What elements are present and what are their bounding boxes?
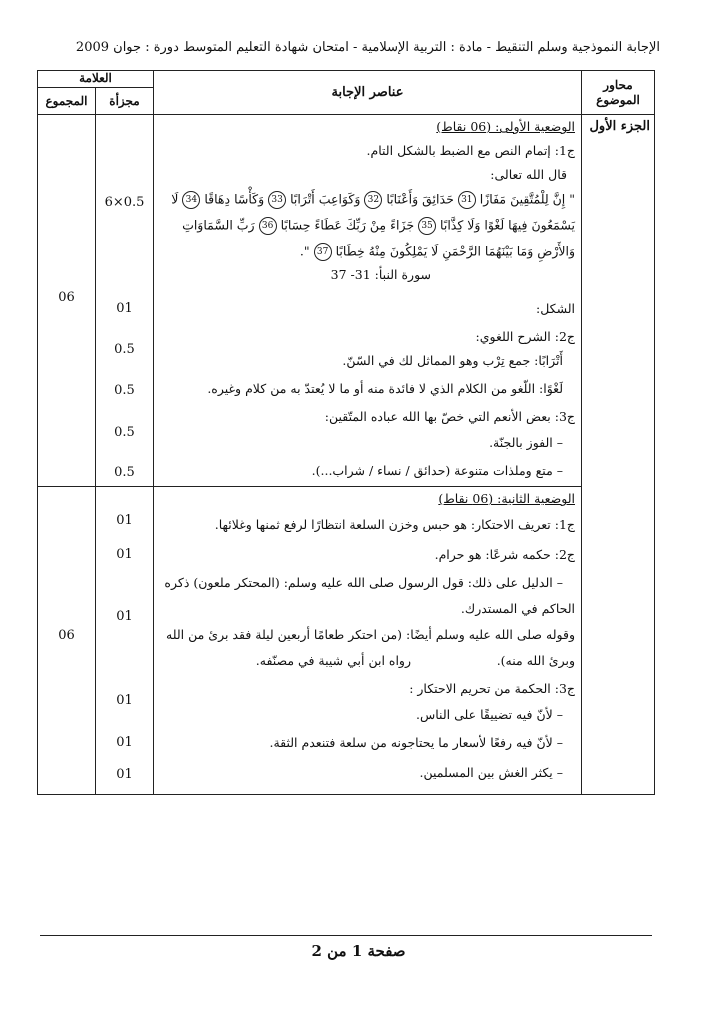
footer-rule <box>40 935 652 936</box>
score-header: العلامة <box>38 71 154 88</box>
mark: 0.5 <box>114 465 135 480</box>
qala-text: قال الله تعالى: <box>490 167 567 182</box>
mark: 01 <box>116 609 133 624</box>
mark: 01 <box>116 735 133 750</box>
word-laghwan: لَغْوًا: اللّغو من الكلام الذي لا فائدة منه أو ما لا يُعتدّ به من كلام وغيره. <box>207 381 563 396</box>
verse-segment: ". <box>299 243 310 259</box>
sit2-answer-cell <box>154 487 582 795</box>
verse-segment: رَبِّ السَّمَاوَاتِ <box>182 217 255 233</box>
verse-number: 32 <box>364 191 382 209</box>
part1-label: الجزء الأول <box>589 119 650 134</box>
axis-cell <box>582 115 655 795</box>
sit1-marks-cell <box>96 115 154 487</box>
evidence-line: وقوله صلى الله عليه وسلم أيضًا: (من احتكر طعامًا أربعين ليلة فقد برئ من الله <box>166 627 575 642</box>
blessing-item: – الفوز بالجنّة. <box>489 435 563 450</box>
sit1-q1: ج1: إتمام النص مع الضبط بالشكل التام. <box>366 143 575 158</box>
verse-segment: يَسْمَعُونَ فِيهَا لَغْوًا وَلَا كِذَّابًا <box>440 217 575 233</box>
mark: 0.5 <box>114 342 135 357</box>
verse-segment: وَكَأْسًا دِهَاقًا <box>204 191 265 207</box>
verse-number: 35 <box>418 217 436 235</box>
page-header: الإجابة النموذجية وسلم التنقيط - مادة : التربية الإسلامية - امتحان شهادة التعليم المتوسط دورة : جوان 2009 <box>75 40 660 55</box>
verse-segment: وَالأَرْضِ وَمَا بَيْنَهُمَا الرَّحْمَنِ لَا يَمْلِكُونَ مِنْهُ خِطَابًا <box>335 243 575 259</box>
sit2-total: 06 <box>58 628 75 643</box>
verse-number: 33 <box>268 191 286 209</box>
wisdom-item: – يكثر الغش بين المسلمين. <box>419 765 563 780</box>
mark: 0.5 <box>114 383 135 398</box>
mark: 01 <box>116 547 133 562</box>
sura-reference: سورة النبأ: 31- 37 <box>330 267 431 282</box>
word-atraban: أَتْرَابًا: جمع تِرْب وهو المماثل لك في السّنّ. <box>342 353 563 368</box>
verse-number: 34 <box>182 191 200 209</box>
sit1-total-cell <box>38 115 96 487</box>
sit1-total: 06 <box>58 290 75 305</box>
verse-number: 31 <box>458 191 476 209</box>
sit1-q3: ج3: بعض الأنعم التي خصّ بها الله عباده المتّقين: <box>324 409 575 424</box>
shakl-label: الشكل: <box>535 301 575 316</box>
verse-number: 37 <box>314 243 332 261</box>
page-number: صفحة 1 من 2 <box>311 942 406 960</box>
verse-segment: لَا <box>171 191 179 207</box>
verse-segment: جَزَاءً مِنْ رَبِّكَ عَطَاءً حِسَابًا <box>280 217 415 233</box>
wisdom-item: – لأنّ فيه تضييقًا على الناس. <box>416 707 563 722</box>
axes-header: محاور الموضوع <box>582 71 655 115</box>
mark: 01 <box>116 513 133 528</box>
mark: 01 <box>116 767 133 782</box>
sit2-title: الوضعية الثانية: (06 نقاط) <box>438 491 575 506</box>
elements-header: عناصر الإجابة <box>154 71 582 115</box>
partial-header: مجزأة <box>96 88 154 115</box>
sit1-answer-cell <box>154 115 582 487</box>
sit2-q1: ج1: تعريف الاحتكار: هو حبس وخزن السلعة انتظارًا لرفع ثمنها وغلائها. <box>214 517 575 532</box>
sit1-q2: ج2: الشرح اللغوي: <box>475 329 575 344</box>
sit2-q2: ج2: حكمه شرعًا: هو حرام. <box>434 547 575 562</box>
sit2-q3: ج3: الحكمة من تحريم الاحتكار : <box>409 681 575 696</box>
sit2-marks-cell <box>96 487 154 795</box>
verse-line-2 <box>182 217 575 235</box>
verse-segment: " إِنَّ لِلْمُتَّقِينَ مَفَازًا <box>479 191 575 207</box>
wisdom-item: – لأنّ فيه رفعًا لأسعار ما يحتاجونه من سلعة فتنعدم الثقة. <box>269 735 563 750</box>
evidence-line: – الدليل على ذلك: قول الرسول صلى الله عليه وسلم: (المحتكر ملعون) ذكره <box>164 575 563 590</box>
mark: 01 <box>116 301 133 316</box>
answer-table <box>37 70 655 795</box>
mark: 01 <box>116 693 133 708</box>
hadith-source: رواه ابن أبي شيبة في مصنّفه. <box>255 653 411 668</box>
mark: 6×0.5 <box>104 195 145 210</box>
verse-number: 36 <box>259 217 277 235</box>
evidence-line: الحاكم في المستدرك. <box>460 601 575 616</box>
verse-segment: حَدَائِقَ وَأَعْنَابًا <box>386 191 454 207</box>
verse-segment: وَكَوَاعِبَ أَتْرَابًا <box>290 191 361 207</box>
evidence-line: وبرئ الله منه). <box>496 653 575 668</box>
mark: 0.5 <box>114 425 135 440</box>
verse-line-1 <box>171 191 575 209</box>
blessing-item: – متع وملذات متنوعة (حدائق / نساء / شراب...). <box>311 463 563 478</box>
verse-line-3 <box>300 243 575 261</box>
sit2-total-cell <box>38 487 96 795</box>
sit1-title: الوضعية الأولى: (06 نقاط) <box>436 119 575 134</box>
total-header: المجموع <box>38 88 96 115</box>
